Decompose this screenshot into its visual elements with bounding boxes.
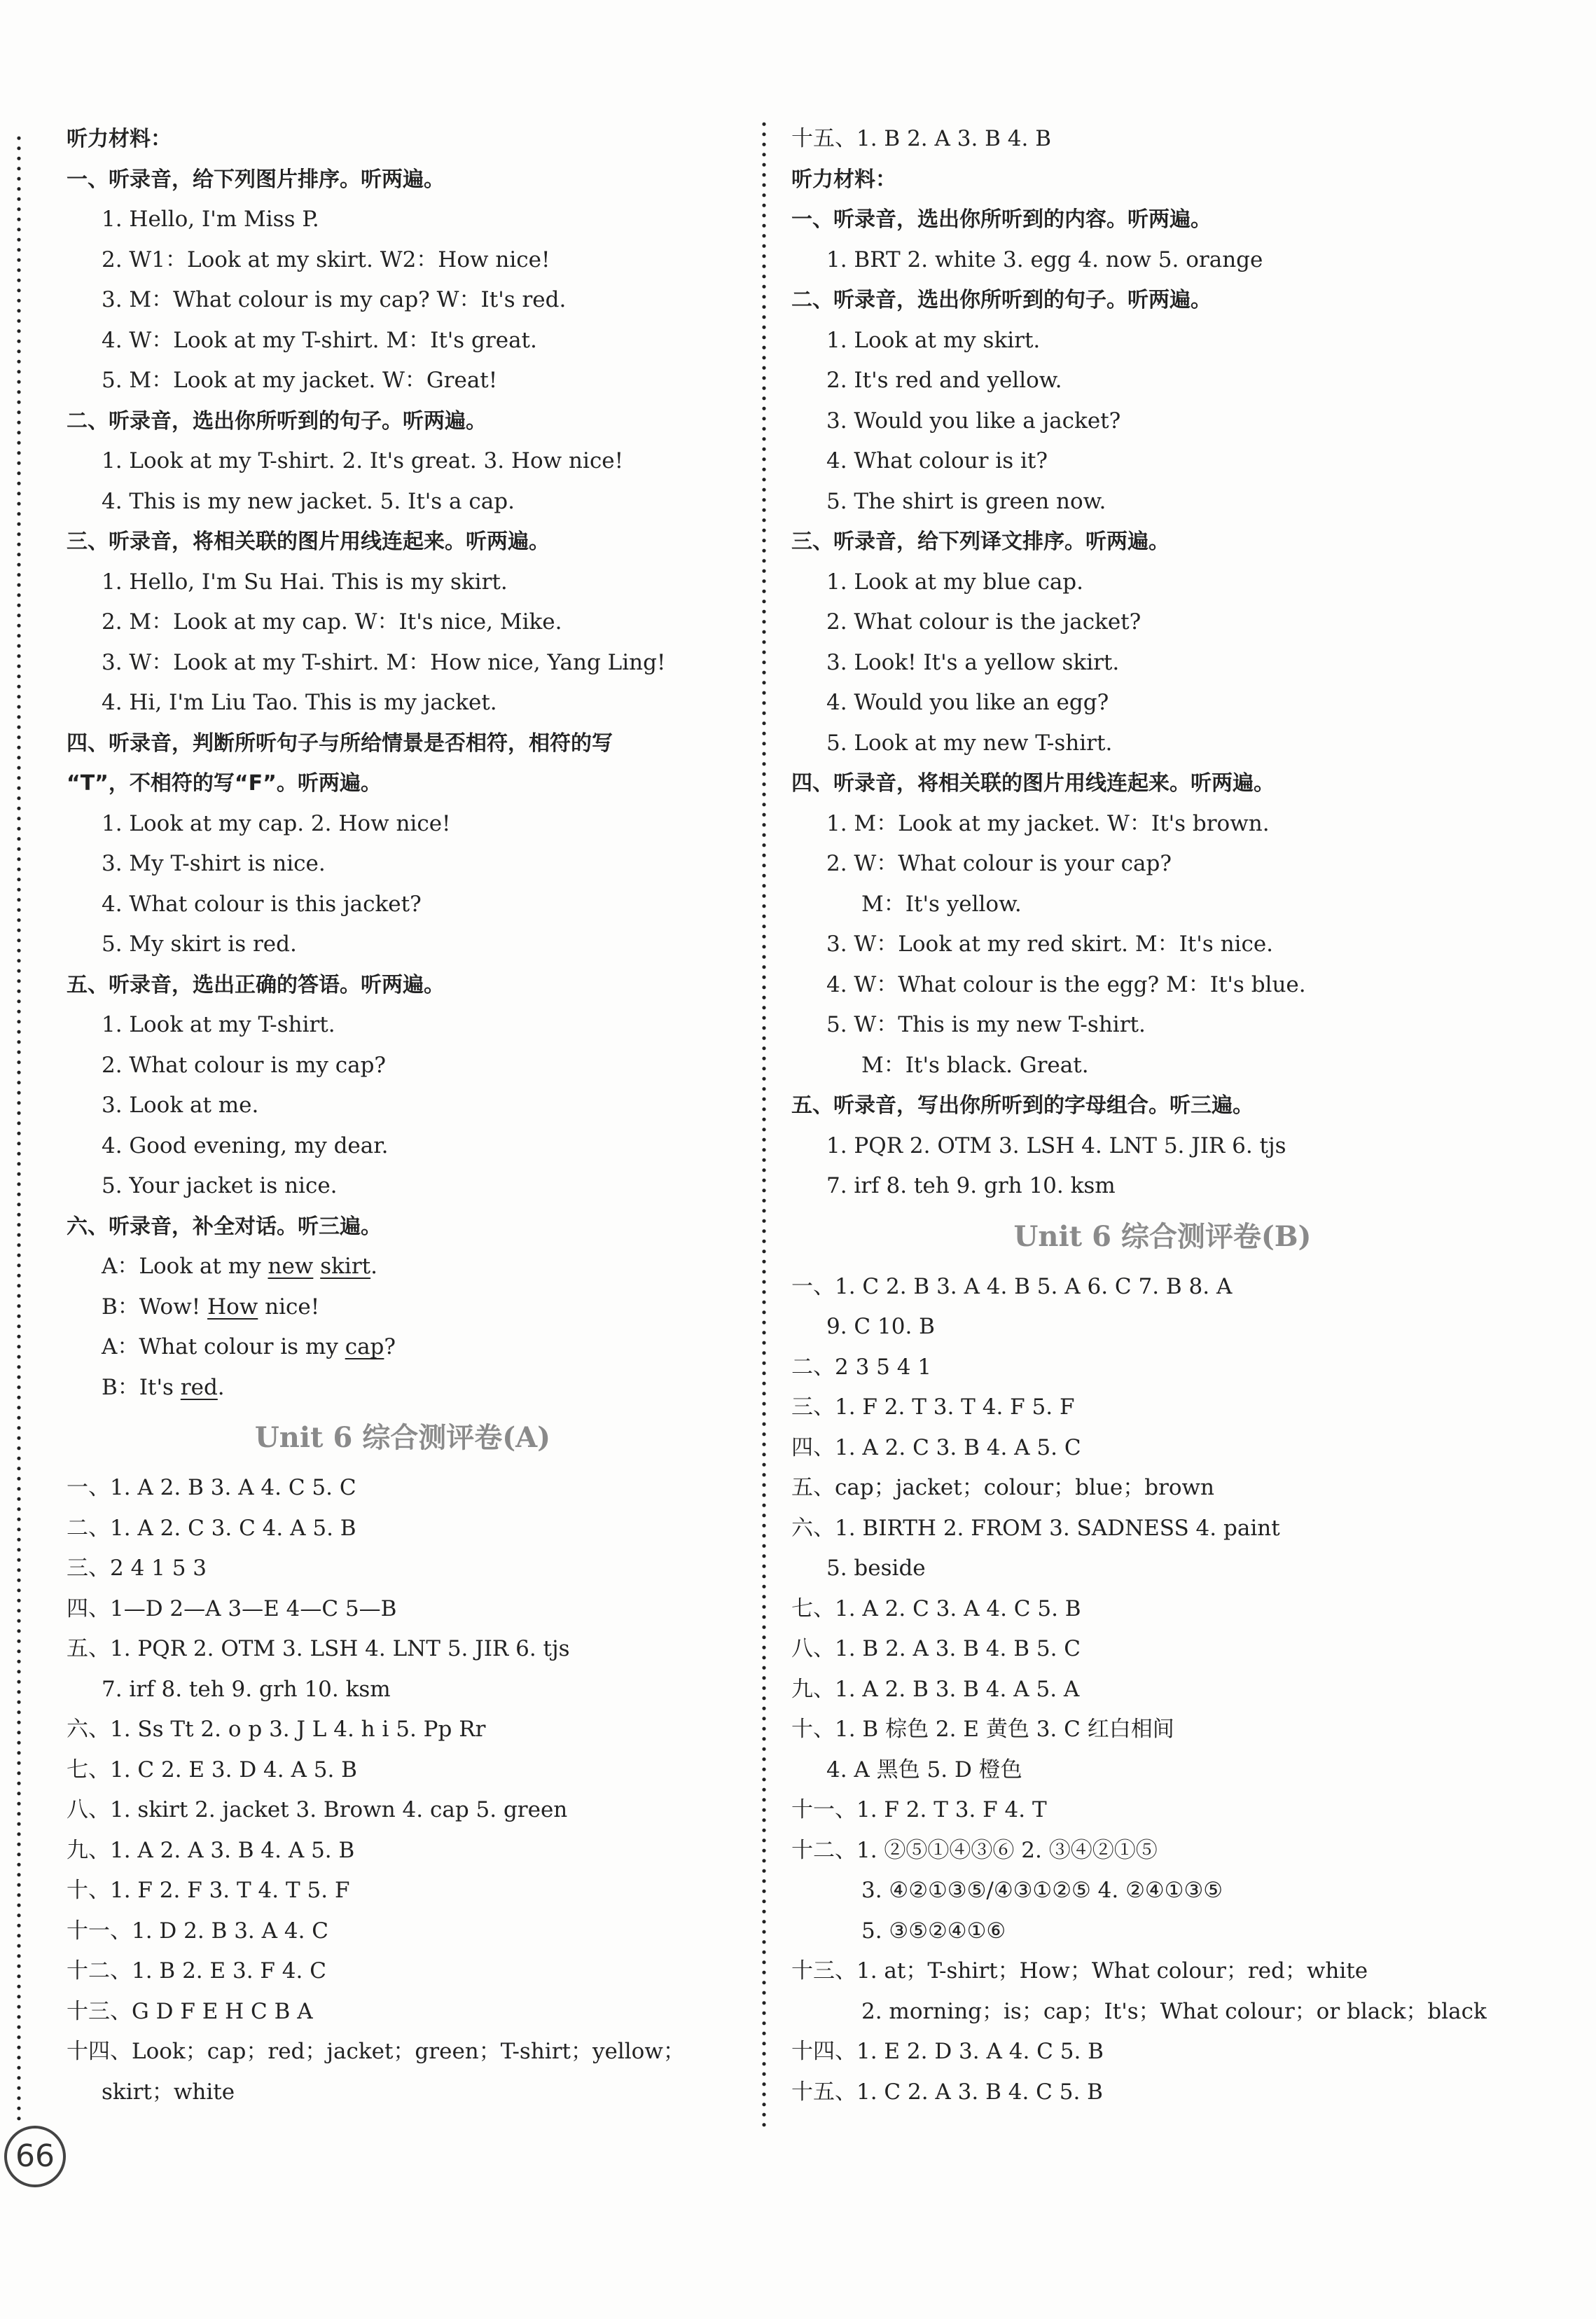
text-line: 1. Look at my cap. 2. How nice! (102, 810, 451, 836)
text-line: 三、1. F 2. T 3. T 4. F 5. F (791, 1394, 1075, 1420)
dialogue-line: B：Wow! How nice! (102, 1294, 320, 1320)
text-line: 1. Look at my T-shirt. (102, 1012, 335, 1037)
text-line: 二、1. A 2. C 3. C 4. A 5. B (67, 1515, 356, 1541)
text-line: 十、1. F 2. F 3. T 4. T 5. F (67, 1878, 350, 1903)
text-line: 六、1. BIRTH 2. FROM 3. SADNESS 4. paint (791, 1515, 1280, 1541)
text-line: 4. W：What colour is the egg? M：It's blue. (826, 971, 1306, 997)
text-line: 4. Good evening, my dear. (102, 1133, 389, 1158)
text-line: 2. What colour is my cap? (102, 1052, 387, 1078)
text-line: 5. My skirt is red. (102, 932, 297, 957)
text-line: 2. W1：Look at my skirt. W2：How nice! (102, 247, 550, 272)
text-line: 5. The shirt is green now. (826, 488, 1106, 514)
dialogue-block (67, 1247, 739, 1408)
section-heading: 二、听录音，选出你所听到的句子。听两遍。 (791, 288, 1212, 312)
text-line: 九、1. A 2. B 3. B 4. A 5. A (791, 1676, 1080, 1702)
section-heading: 四、听录音，将相关联的图片用线连起来。听两遍。 (791, 771, 1275, 796)
answers-unit6-b (791, 1267, 1534, 2113)
text-line: 4. Hi, I'm Liu Tao. This is my jacket. (102, 690, 497, 715)
listening-material-b (791, 119, 1534, 1207)
text-line: 1. Look at my T-shirt. 2. It's great. 3. How nice! (102, 448, 624, 473)
text-line: 十五、1. C 2. A 3. B 4. C 5. B (791, 2079, 1103, 2105)
text-line: 7. irf 8. teh 9. grh 10. ksm (102, 1676, 391, 1702)
text-line: 九、1. A 2. A 3. B 4. A 5. B (67, 1837, 355, 1863)
text-line: 5. Look at my new T-shirt. (826, 730, 1113, 756)
text-line: 1. PQR 2. OTM 3. LSH 4. LNT 5. JIR 6. tjs (826, 1133, 1286, 1158)
section-heading: 听力材料： (67, 127, 172, 151)
text-line: 5. ③⑤②④①⑥ (861, 1918, 1006, 1944)
text-line: 5. M：Look at my jacket. W：Great! (102, 368, 498, 393)
text-line: 2. What colour is the jacket? (826, 609, 1142, 635)
text-line: 4. W：Look at my T-shirt. M：It's great. (102, 327, 537, 353)
section-heading: 一、听录音，给下列图片排序。听两遍。 (67, 167, 445, 192)
text-line: 十四、1. E 2. D 3. A 4. C 5. B (791, 2039, 1104, 2064)
section-heading: 一、听录音，选出你所听到的内容。听两遍。 (791, 207, 1212, 232)
section-heading: 五、听录音，选出正确的答语。听两遍。 (67, 972, 445, 997)
text-line: 1. BRT 2. white 3. egg 4. now 5. orange (826, 247, 1263, 272)
dialogue-line: A：What colour is my cap? (102, 1334, 396, 1359)
text-line: M：It's black. Great. (861, 1052, 1089, 1078)
text-line: M：It's yellow. (861, 891, 1022, 917)
text-line: 3. W：Look at my red skirt. M：It's nice. (826, 932, 1274, 957)
text-line: 十三、G D F E H C B A (67, 1998, 313, 2024)
text-line: 一、1. C 2. B 3. A 4. B 5. A 6. C 7. B 8. A (791, 1273, 1233, 1299)
text-line: 十二、1. ②⑤①④③⑥ 2. ③④②①⑤ (791, 1837, 1158, 1863)
text-line: 1. Hello, I'm Miss P. (102, 207, 319, 232)
text-line: 3. Look! It's a yellow skirt. (826, 649, 1120, 675)
text-line: 十、1. B 棕色 2. E 黄色 3. C 红白相间 (791, 1717, 1174, 1742)
text-line: 9. C 10. B (826, 1314, 935, 1339)
text-line: 十一、1. D 2. B 3. A 4. C (67, 1918, 329, 1944)
text-line: 四、1—D 2—A 3—E 4—C 5—B (67, 1595, 397, 1621)
text-line: 4. What colour is this jacket? (102, 891, 422, 917)
text-line: 一、1. A 2. B 3. A 4. C 5. C (67, 1475, 356, 1500)
text-line: 七、1. A 2. C 3. A 4. C 5. B (791, 1595, 1081, 1621)
right-column (791, 119, 1534, 2112)
text-line: 八、1. B 2. A 3. B 4. B 5. C (791, 1636, 1081, 1661)
dialogue-line: A：Look at my new skirt. (102, 1254, 377, 1279)
text-line: 2. W：What colour is your cap? (826, 851, 1172, 876)
text-line: 十四、Look；cap；red；jacket；green；T-shirt；yellow； (67, 2039, 685, 2064)
text-line: 十五、1. B 2. A 3. B 4. B (791, 126, 1052, 151)
section-heading: 四、听录音，判断所听句子与所给情景是否相符，相符的写 (67, 731, 613, 756)
section-heading: 听力材料： (791, 167, 896, 192)
text-line: 4. What colour is it? (826, 448, 1048, 473)
text-line: 3. Look at me. (102, 1093, 259, 1118)
text-line: 3. M：What colour is my cap? W：It's red. (102, 287, 567, 312)
section-heading: 五、听录音，写出你所听到的字母组合。听三遍。 (791, 1093, 1254, 1118)
section-heading: 二、听录音，选出你所听到的句子。听两遍。 (67, 408, 487, 434)
text-line: 2. It's red and yellow. (826, 368, 1062, 393)
left-column (67, 119, 739, 2112)
text-line: 1. Look at my blue cap. (826, 569, 1084, 595)
text-line: 二、2 3 5 4 1 (791, 1354, 932, 1380)
text-line: 八、1. skirt 2. jacket 3. Brown 4. cap 5. green (67, 1797, 568, 1822)
text-line: 3. Would you like a jacket? (826, 408, 1121, 434)
binding-dotted-line (17, 133, 21, 2122)
text-line: 十二、1. B 2. E 3. F 4. C (67, 1958, 326, 1984)
text-line: 2. M：Look at my cap. W：It's nice, Mike. (102, 609, 562, 635)
text-line: 3. ④②①③⑤/④③①②⑤ 4. ②④①③⑤ (861, 1878, 1223, 1903)
section-title-unit6-b: Unit 6 综合测评卷(B) (1013, 1219, 1312, 1253)
text-line: 十三、1. at；T-shirt；How；What colour；red；white (791, 1958, 1368, 1984)
text-line: 五、1. PQR 2. OTM 3. LSH 4. LNT 5. JIR 6. tjs (67, 1636, 570, 1661)
text-line: 5. W：This is my new T-shirt. (826, 1012, 1146, 1037)
section-heading: “T”，不相符的写“F”。听两遍。 (67, 771, 382, 796)
text-line: 三、2 4 1 5 3 (67, 1556, 207, 1581)
text-line: skirt；white (102, 2079, 235, 2105)
section-heading: 三、听录音，给下列译文排序。听两遍。 (791, 529, 1170, 554)
text-line: 5. beside (826, 1556, 926, 1581)
text-line: 4. Would you like an egg? (826, 690, 1109, 715)
page-number: 66 (4, 2126, 66, 2187)
text-line: 七、1. C 2. E 3. D 4. A 5. B (67, 1757, 357, 1782)
text-line: 四、1. A 2. C 3. B 4. A 5. C (791, 1434, 1081, 1460)
text-line: 5. Your jacket is nice. (102, 1173, 338, 1198)
section-title-unit6-a: Unit 6 综合测评卷(A) (254, 1421, 551, 1454)
text-line: 3. My T-shirt is nice. (102, 851, 326, 876)
text-line: 4. This is my new jacket. 5. It's a cap. (102, 488, 515, 514)
answers-unit6-a (67, 1468, 739, 2112)
text-line: 十一、1. F 2. T 3. F 4. T (791, 1797, 1047, 1822)
column-divider-dotted-line (762, 119, 766, 2129)
text-line: 3. W：Look at my T-shirt. M：How nice, Yang Ling! (102, 649, 666, 675)
text-line: 六、1. Ss Tt 2. o p 3. J L 4. h i 5. Pp Rr (67, 1717, 486, 1742)
text-line: 7. irf 8. teh 9. grh 10. ksm (826, 1173, 1116, 1198)
text-line: 1. Hello, I'm Su Hai. This is my skirt. (102, 569, 508, 595)
section-heading: 三、听录音，将相关联的图片用线连起来。听两遍。 (67, 529, 550, 554)
listening-material-a (67, 119, 739, 1247)
text-line: 4. A 黑色 5. D 橙色 (826, 1757, 1022, 1782)
text-line: 五、cap；jacket；colour；blue；brown (791, 1475, 1215, 1500)
section-heading: 六、听录音，补全对话。听三遍。 (67, 1214, 382, 1239)
text-line: 1. Look at my skirt. (826, 327, 1041, 353)
dialogue-line: B：It's red. (102, 1374, 225, 1400)
text-line: 2. morning；is；cap；It's；What colour；or black；black (861, 1998, 1487, 2024)
text-line: 1. M：Look at my jacket. W：It's brown. (826, 810, 1270, 836)
